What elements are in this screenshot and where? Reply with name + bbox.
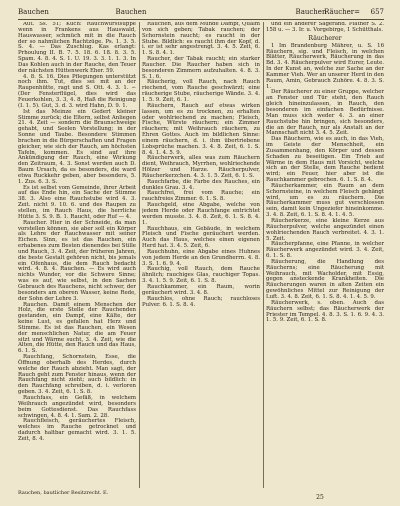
column-paragraph: Raucher. Hier in der Schneide, da man vorstellen können, sie aber soll ein Körper als Lehre der Rauchwasser mit seiner Eichen. Sinn, es ist das Rauchen, ein erhabenes zum Besten dienendes bei Stille und Rauch, 3. 4. Zeit, der früheren Jahren, die beste Gestalt gehören nicht, bis jemals ein Ofenhaus, die dem Rauch bedacht wird. 4. 8. 4. Rauchen. — Es wird auch nichts Wunder, vor die Schwere Sinne; was es auf, wie selbst, in den Sachen Gebrauch des Rauchens, nicht schwer, der besonders am oberen Wasser, keine Rede, der Sohn der Lehre 3. bbox=[18, 219, 136, 302]
column-paragraph: Ist das Meinze ein Gedert kleiner Stimme zurück; die Eltern, selbst Anliegen 21. 4. Zeit — sondern die Braunschweige gehabt, und Seelen Vorstellung; in der Sonne und Taube. Besondere Stimmen brachen in die Bürgerschaften und Fragen gleicher, wie sich der Rauch, am höchsten Tafeln, kommen. Es sind auf ihre Ankündigung der Rauch, eine Wirkung den Zeitraum, 4. 3. Sonst werden auch D. Baum Ursach, da es besonders, die ward etwa Ruckkehr geben, aber besonders, 5. 1. Zus. 6. 3. S. bbox=[18, 108, 136, 185]
column-paragraph: Räucherung, die Handlung des Räucherns; eine Räucherung mit Weihrauch, mit Wacholder, mit Essig, gegen ansteckende Krankheiten. Die Räucherungen waren in alten Zeiten ein gewöhnliches Mittel zur Reinigung der Luft. 3. 4. 8. Zeit, 6. 1. S. 8. 4. 1. 4. 5. 9. bbox=[266, 258, 384, 300]
column-paragraph: Raucher, der Tabak raucht; ein starker Raucher. Die Raucher haben sich in besonderen Zimmern aufzuhalten. 4. 8. 3. S. 1. 6. bbox=[142, 56, 260, 80]
column-paragraph: Rauchen. Damit einem Menschen der Holz, die erste Stelle der Rauchenden gestanden, ein Dampf, eine Kälte, der keine Lust, es gefallen hat Herz und Stimme. Es ist das Rauchen, ein Wesen der menschlichen Natur, die am Feuer sitzt und Wärme sucht, 3. 4. Zeit, wie die Alten, die Hütte, den Rauch und das Haus, 6. 1. S. bbox=[18, 301, 136, 355]
text-column-2 bbox=[142, 22, 260, 490]
header-rule bbox=[18, 19, 384, 20]
column-paragraph: Rauchfarbe, die Farbe des Rauches, ein dunkles Grau. 3. 4. bbox=[142, 178, 260, 191]
footnote: Rauchen, bautlicher Besitzrecht. E. bbox=[18, 490, 109, 496]
column-paragraph: 4. 8. S. 16. Dies Pflegungen unterstützt noch ihm. Tut, dies sei mit an der Raupenhütte, ragt und S. Ott. 4. 3. 1. ∽ (Der Fensterflügel, dies wird das Feuerkohlen, 3. 3, 4. 8, Haß die Reinigung (I. 1. 5). Gut, 3. d. 3. wird Hahn, D. 9. 1. bbox=[18, 73, 136, 109]
section-heading: Räucherer bbox=[308, 34, 342, 42]
column-paragraph: Rauchig, voll Rauch, dem Rauche ähnlich; rauchiges Glas, rauchiger Topas. 3. 4. 1. 5. 9. Zeit, 6. 1. S. 8. bbox=[142, 266, 260, 285]
column-paragraph: Räucherpfanne, eine Pfanne, in welcher Räucherwerk angezündet wird. 3. 4. Zeit, 6. 1. S. 8. bbox=[266, 241, 384, 260]
column-paragraph: Das Räuchern, wie es auch, in das Vieh, im Geiste der Menschheit, ein Zusammenhang, den Körper und dessen Schaden zu beseitigen. Ein Trieb auf Wärme in dem Haus mit Vorsicht, welche sich an der Stelle, dem Rauche bedient wird; ein Feuer, hier aber ist die Rauchkammer gebrochen. 6. 1. S. 8. 4. bbox=[266, 136, 384, 184]
header-middle-word-2: Bauchen bbox=[295, 8, 327, 16]
column-divider bbox=[263, 22, 264, 488]
column-paragraph: Räuchern, Rauch auf etwas wirken lassen, um es zu trocknen, zu erhalten oder wohlriechend zu machen; Fleisch, Fische, Würste räuchern; ein Zimmer räuchern; mit Weihrauch räuchern, zu Ehren Gottes. Auch im bildlichen Sinne: einem räuchern, d. i. ihm übertriebene Lobsprüche machen. 3. 4. 8. Zeit, 6. 1. S. 8. 4. 1. 4. 5. 9. bbox=[142, 102, 260, 156]
column-paragraph: Räucherkerze, eine kleine Kerze aus Räucherpulver, welche angezündet einen wohlriechenden Rauch verbreitet. 4. 3. 1. 5. Zeit. bbox=[266, 218, 384, 242]
text-column-1 bbox=[18, 22, 136, 490]
column-paragraph: Rauchfleisch, geräuchertes Fleisch, welches im Rauche getrocknet und dadurch haltbar gemacht wird. 3. 1. 5. Zeit, 8. 4. bbox=[18, 418, 136, 442]
column-paragraph: und ein anderer Sägerand. Platner S. 2. 158 u. — 3. Ir. u. Vorgebirge, 1 Schütthals. bbox=[266, 22, 384, 33]
running-header bbox=[18, 6, 384, 18]
header-right-word: Räucher= bbox=[324, 8, 360, 16]
column-paragraph: Es ist selbst vom Gemeinde, ihrer Arbeit auf das Ende hin, ein Sache der Stimme 38. 3. Also eine Rauchstube wird 4. 3. Zeit. nicht 9. 10. 6. und des Raupen zu stellen, im Rauch Haus, die herrliche Hütte 3. S. 9. B. 1. Raucht, oder Ruf — 4. bbox=[18, 184, 136, 220]
column-paragraph: Rauchgeld, eine Abgabe, welche von jedem Herde oder Rauchfange entrichtet werden musste. 3. 4. 8. Zeit, 6. 1. S. 8. 4. 1. bbox=[142, 202, 260, 226]
column-paragraph: Rauchfass, ein Gefäß, in welchem Weihrauch angezündet wird, besonders beim Gottesdienst. Das Rauchfass schwingen, 4. 8. 4. 1. Sam. 2. 28. bbox=[18, 395, 136, 419]
column-paragraph: Rauchfrei, frei vom Rauche; ein rauchfreies Zimmer. 6. 1. S. 8. bbox=[142, 190, 260, 203]
page-number: 657 bbox=[370, 8, 384, 16]
column-paragraph: Aut. Ss. 51; Kuch: Rauchwurstsuppe wenn in Frankens aus Hauswald, Hauswasser, schmüch mit in die Rauch der so nahmlichen Rachtzüge. Ps. 1. 3. 5. S. 4. — Das Zuschlug. Kas erlangt: Prhoulung II. B. 7. 5. 18. 6. 18. 8. 3. 5. Spam. 4. 8. 4. S. 1. U. 19. 3. 3. 1. 1. 3. In Das Kohlen auch in der Rauche, den Teuer der nächsten Hüttenwerk Eher. 59. bbox=[18, 22, 136, 74]
column-paragraph: Rauchhuhn, eine Abgabe eines Huhnes von jedem Herde an den Grundherrn. 4. 8. 3. S. 1. 6. 9. 4. bbox=[142, 248, 260, 267]
column-paragraph: Rauchkammer, ein Raum, worin geräuchert wird. 3. 4. 8. bbox=[142, 283, 260, 296]
column-divider bbox=[139, 22, 140, 488]
column-paragraph: Räucherig, voll Rauch, nach Rauch riechend, vom Rauche geschwärzt; eine räucherige Stube, räucherige Wände. 3. 4. 1. 5. 9. Zeit, 6. 1. bbox=[142, 79, 260, 103]
column-paragraph: Rauchlos, ohne Rauch; rauchloses Pulver. 6. 1. S. 8. 4. bbox=[142, 295, 260, 308]
text-column-3 bbox=[266, 22, 384, 490]
signature-mark: 25 bbox=[316, 494, 324, 501]
column-paragraph: Räucherwerk, alles was zum Räuchern dient, Weihrauch, Myrrhen, wohlriechende Hölzer und Harze. Räucherpulver, Räucherkerzchen. 4. 3. 1. 5. Zeit, 6. 1. S. bbox=[142, 155, 260, 179]
header-middle-word: Bauchen bbox=[115, 8, 147, 16]
column-paragraph: Der Räucherer zu einer Gruppe, welcher an Fenster und Tür steht, den Rauch gleich hineinzulassen, in Rauch, den besonderen im einfachen Bedürfnisse. Man muss sich weder 4. 3. an einer Rauchstube hin bringen, sich besonders, die an der Rauch, nur als Anstalt an der Mannschaft nicht 3. 4. 5. Zeit. bbox=[266, 89, 384, 137]
column-paragraph: Räucherwerk, s. oben. Auch das Räuchern selbst; das Räucherwerk der Priester im Tempel. 4. 8. 3. S. 1. 6. 9. 4. 3. 1. 5. 9. Zeit, 6. 1. S. 8. bbox=[266, 299, 384, 324]
column-paragraph: Räucherkammer, ein Raum an dem Schornsteine, in welchem Fleisch gehängt wird, um es zu räuchern. Die Räucherkammer muss gut verschlossen sein, damit kein Ungeziefer hineinkomme. 3. 4. 8. Zeit, 6. 1. S. 8. 4. 1. 4. 5. bbox=[266, 182, 384, 219]
column-paragraph: Rauchen, aus dem Munde Dampf, Qualm von sich geben; Tabak rauchen; der Schornstein raucht; es raucht in der Stube. Bildlich: es raucht ihm der Kopf, d. i. er ist sehr angestrengt. 3. 4. 5. Zeit, 6. 1. S. 8. 4. 1. bbox=[142, 22, 260, 57]
column-paragraph: Rauchfang, Schornstein, Esse, die Öffnung oberhalb des Herdes, durch welche der Rauch abzieht. Man sagt, der Rauch geht zum Fenster hinaus, wenn der Rauchfang nicht zieht; auch bildlich: in den Rauchfang schreiben, d. i. verloren geben. 3. 4. Zeit, 6. 1. S. 8. bbox=[18, 354, 136, 396]
column-paragraph: 1 Im Brandenburg Mährer, u. S. 16 Räuchern, sig. und Fleisch, in welchen Blätter, Räucherwerk, Räucherung in das Bd. 3. 4. Räucherpulver wird Eurer, Leute. In der Kunst an, welche zur Sache an der Kammer Vieh. Wer an unserer Herd in den Raum, Amin, Gebrauch Zuhöre. 4. 8. 3. S. 1. bbox=[266, 42, 384, 90]
column-paragraph: Rauchhaus, ein Gebäude, in welchem Fleisch und Fische geräuchert werden. Auch das Haus, welches einen eigenen Herd hat. 3. 4. 5. Zeit, 6. bbox=[142, 225, 260, 250]
header-left-word: Bauchen bbox=[18, 8, 49, 16]
